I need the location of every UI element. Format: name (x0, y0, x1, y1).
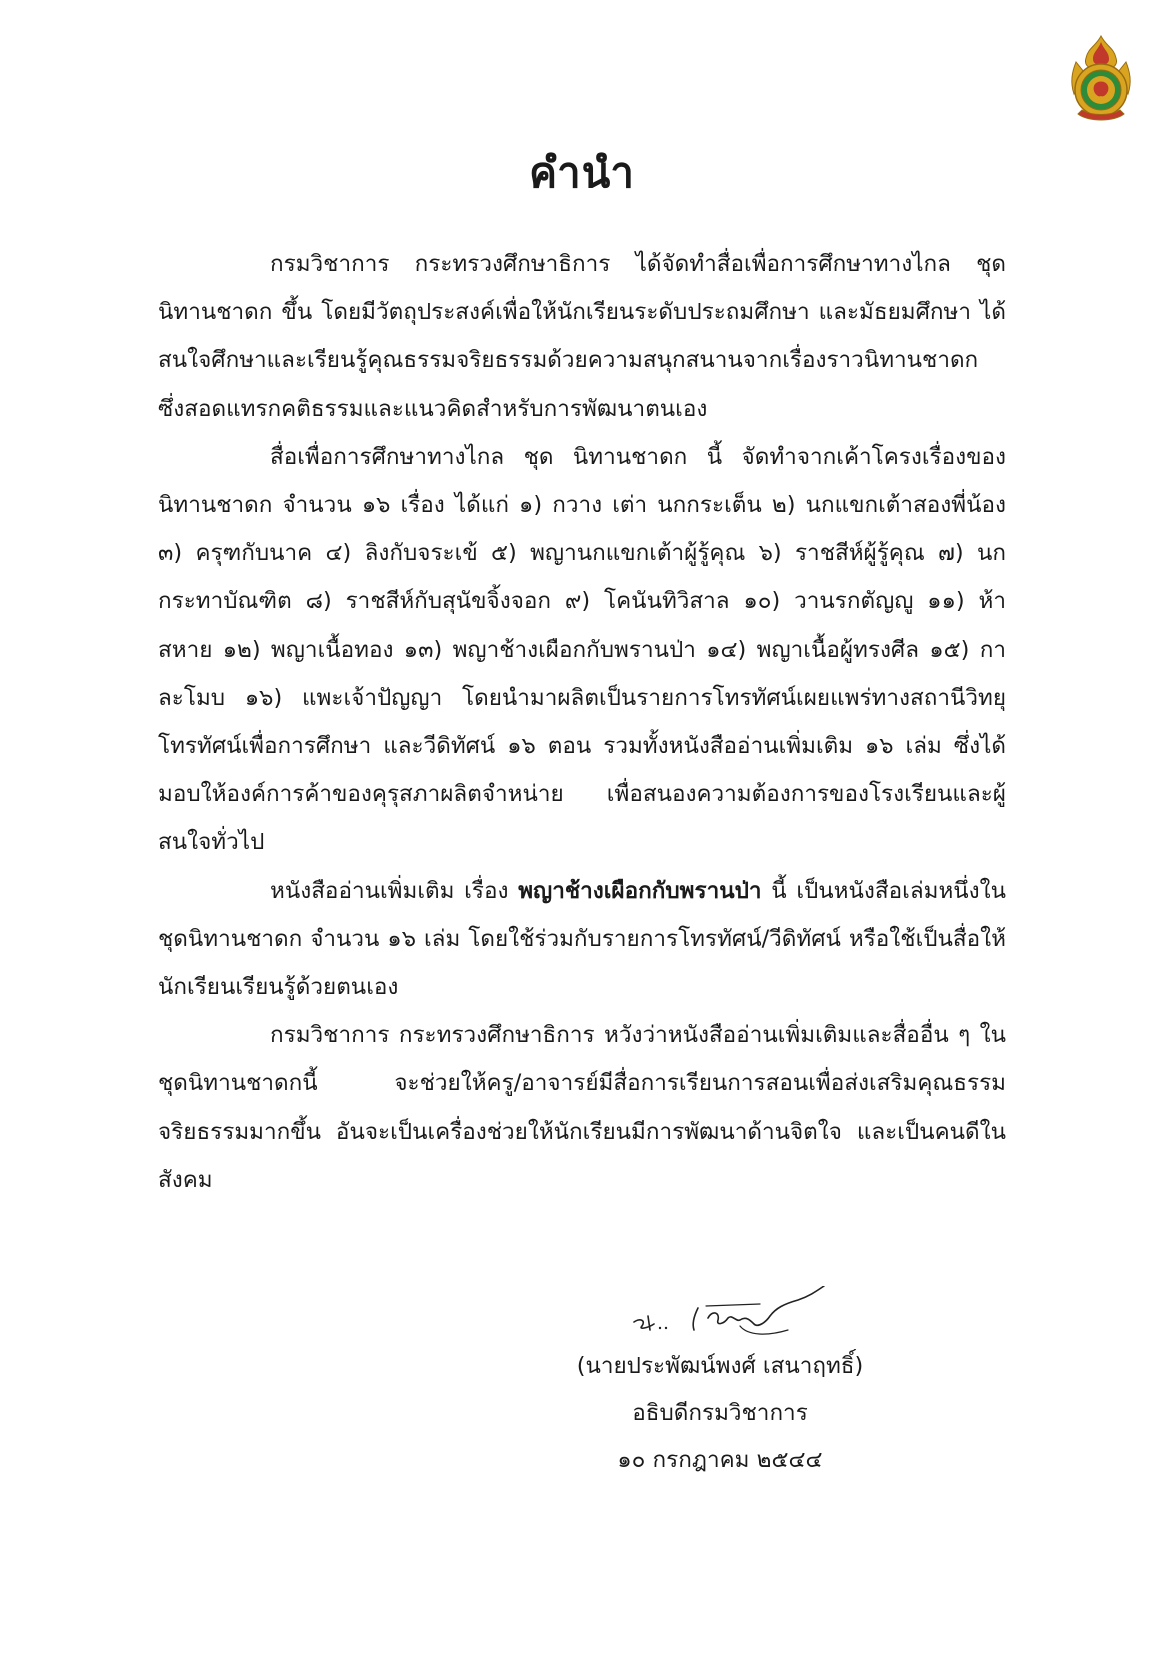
signatory-name: (นายประพัฒน์พงศ์ เสนาฤทธิ์) (576, 1353, 864, 1379)
book-title: พญาช้างเผือกกับพรานป่า (518, 877, 762, 904)
paragraph-book-after: นี้ เป็นหนังสือเล่มหนึ่งในชุดนิทานชาดก จำนวน ๑๖ เล่ม โดยใช้ร่วมกับรายการโทรทัศน์/วีดิทัศน์ หรือใช้เป็นสื่อให้นักเรียนเรียนรู้ด้วยตนเอง (158, 877, 1007, 1001)
paragraph-story-list: สื่อเพื่อการศึกษาทางไกล ชุด นิทานชาดก นี้ จัดทำจากเค้าโครงเรื่องของนิทานชาดก จำนวน ๑๖ เรื่อง ได้แก่ ๑) กวาง เต่า นกกระเต็น ๒) นกแขกเต้าสองพี่น้อง ๓) ครุฑกับนาค ๔) ลิงกับจระเข้ ๕) พญานกแขกเต้าผู้รู้คุณ ๖) ราชสีห์ผู้รู้คุณ ๗) นกกระทาบัณฑิต ๘) ราชสีห์กับสุนัขจิ้งจอก ๙) โคนันทิวิสาล ๑๐) วานรกตัญญู ๑๑) ห้าสหาย ๑๒) พญาเนื้อทอง ๑๓) พญาช้างเผือกกับพรานป่า ๑๔) พญาเนื้อผู้ทรงศีล ๑๕) กาละโมบ ๑๖) แพะเจ้าปัญญา โดยนำมาผลิตเป็นรายการโทรทัศน์เผยแพร่ทางสถานีวิทยุโทรทัศน์เพื่อการศึกษา และวีดิทัศน์ ๑๖ ตอน รวมทั้งหนังสืออ่านเพิ่มเติม ๑๖ เล่ม ซึ่งได้มอบให้องค์การค้าของคุรุสภาผลิตจำหน่าย เพื่อสนองความต้องการของโรงเรียนและผู้สนใจทั่วไป (158, 443, 1006, 856)
signature-mark (628, 1286, 868, 1346)
paragraph-purpose: กรมวิชาการ กระทรวงศึกษาธิการ ได้จัดทำสื่อเพื่อการศึกษาทางไกล ชุด นิทานชาดก ขึ้น โดยมีวัตถุประสงค์เพื่อให้นักเรียนระดับประถมศึกษา และมัธยมศึกษา ได้สนใจศึกษาและเรียนรู้คุณธรรมจริยธรรมด้วยความสนุกสนานจากเรื่องราวนิทานชาดก ซึ่งสอดแทรกคติธรรมและแนวคิดสำหรับการพัฒนาตนเอง (158, 251, 1006, 422)
paragraph-closing: กรมวิชาการ กระทรวงศึกษาธิการ หวังว่าหนังสืออ่านเพิ่มเติมและสื่ออื่น ๆ ในชุดนิทานชาดกนี้ จะช่วยให้ครู/อาจารย์มีสื่อการเรียนการสอนเพื่อส่งเสริมคุณธรรม จริยธรรมมากขึ้น อันจะเป็นเครื่องช่วยให้นักเรียนมีการพัฒนาด้านจิตใจ และเป็นคนดีในสังคม (158, 1022, 1006, 1193)
signature-date: ๑๐ กรกฎาคม ๒๕๔๔ (617, 1447, 823, 1473)
signatory-position: อธิบดีกรมวิชาการ (632, 1400, 808, 1426)
paragraph-book (158, 867, 1006, 1012)
signature-block (520, 1343, 920, 1484)
page-title: คำนำ (529, 148, 635, 197)
paragraph-book-before: หนังสืออ่านเพิ่มเติม เรื่อง (270, 877, 519, 904)
ministry-emblem-icon (1066, 34, 1136, 124)
preface-body (158, 240, 1006, 1204)
